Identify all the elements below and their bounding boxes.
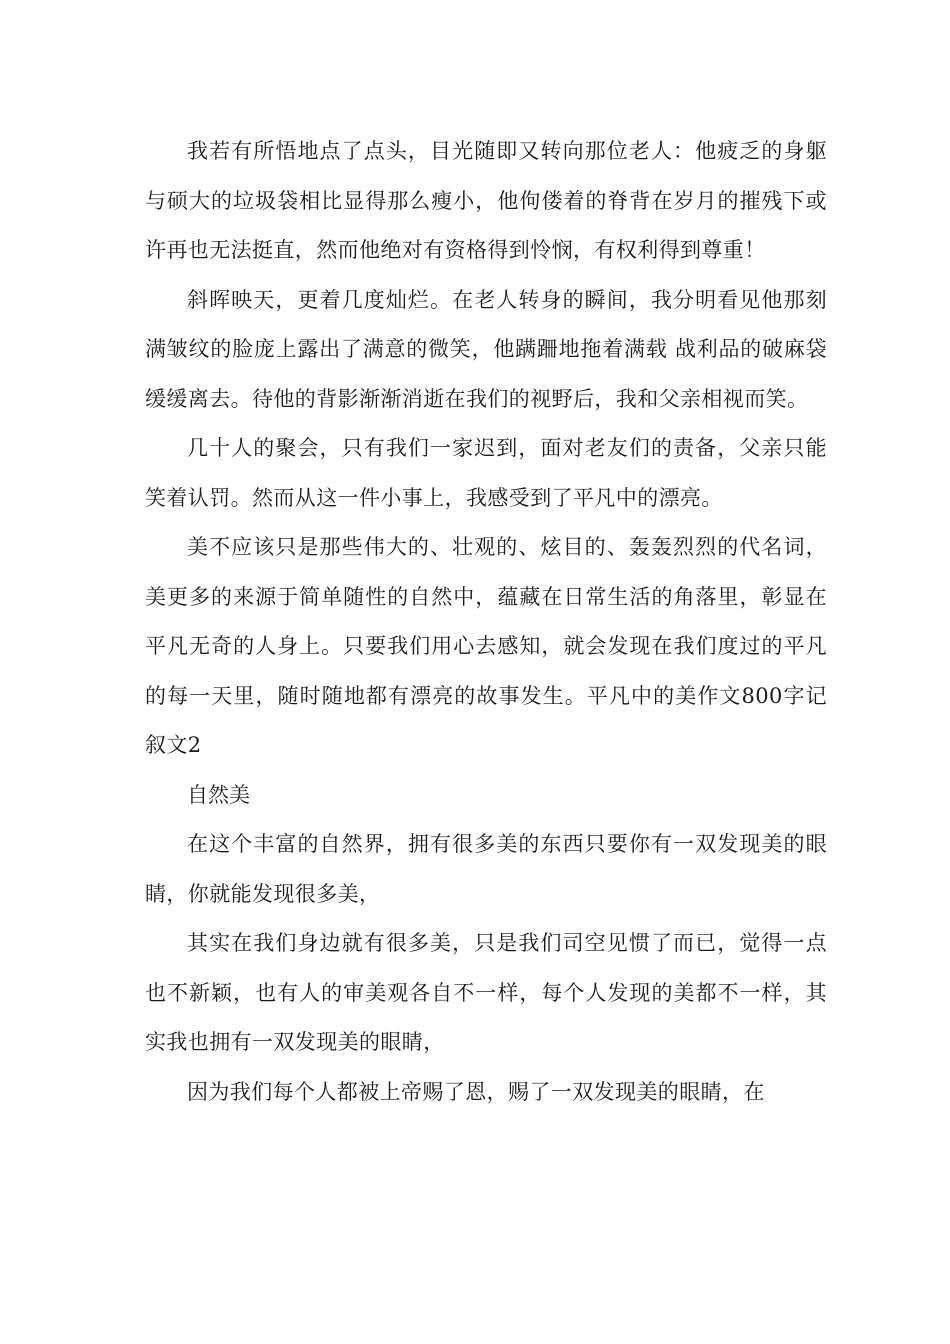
document-body [145, 127, 827, 1117]
paragraph-5: 在这个丰富的自然界，拥有很多美的东西只要你有一双发现美的眼睛，你就能发现很多美， [145, 832, 827, 906]
paragraph-3: 几十人的聚会，只有我们一家迟到，面对老友们的责备，父亲只能笑着认罚。然而从这一件小事上，我感受到了平凡中的漂亮。 [145, 436, 827, 510]
section-title: 自然美 [187, 782, 250, 807]
paragraph-7: 因为我们每个人都被上帝赐了恩，赐了一双发现美的眼睛，在 [187, 1079, 765, 1104]
paragraph-4: 美不应该只是那些伟大的、壮观的、炫目的、轰轰烈烈的代名词，美更多的来源于简单随性的自然中，蕴藏在日常生活的角落里，彰显在平凡无奇的人身上。只要我们用心去感知，就会发现在我们度过的平凡的每一天里，随时随地都有漂亮的故事发生。平凡中的美作文800字记叙文2 [145, 535, 827, 757]
paragraph-1: 我若有所悟地点了点头，目光随即又转向那位老人：他疲乏的身躯与硕大的垃圾袋相比显得那么瘦小，他佝偻着的脊背在岁月的摧残下或许再也无法挺直，然而他绝对有资格得到怜悯，有权利得到尊重！ [145, 139, 827, 262]
paragraph-2: 斜晖映天，更着几度灿烂。在老人转身的瞬间，我分明看见他那刻满皱纹的脸庞上露出了满意的微笑，他蹒跚地拖着满载 战利品的破麻袋缓缓离去。待他的背影渐渐消逝在我们的视野后，我和父亲相视而笑。 [145, 287, 827, 411]
paragraph-6: 其实在我们身边就有很多美，只是我们司空见惯了而已，觉得一点也不新颖，也有人的审美观各自不一样，每个人发现的美都不一样，其实我也拥有一双发现美的眼睛， [145, 931, 827, 1054]
